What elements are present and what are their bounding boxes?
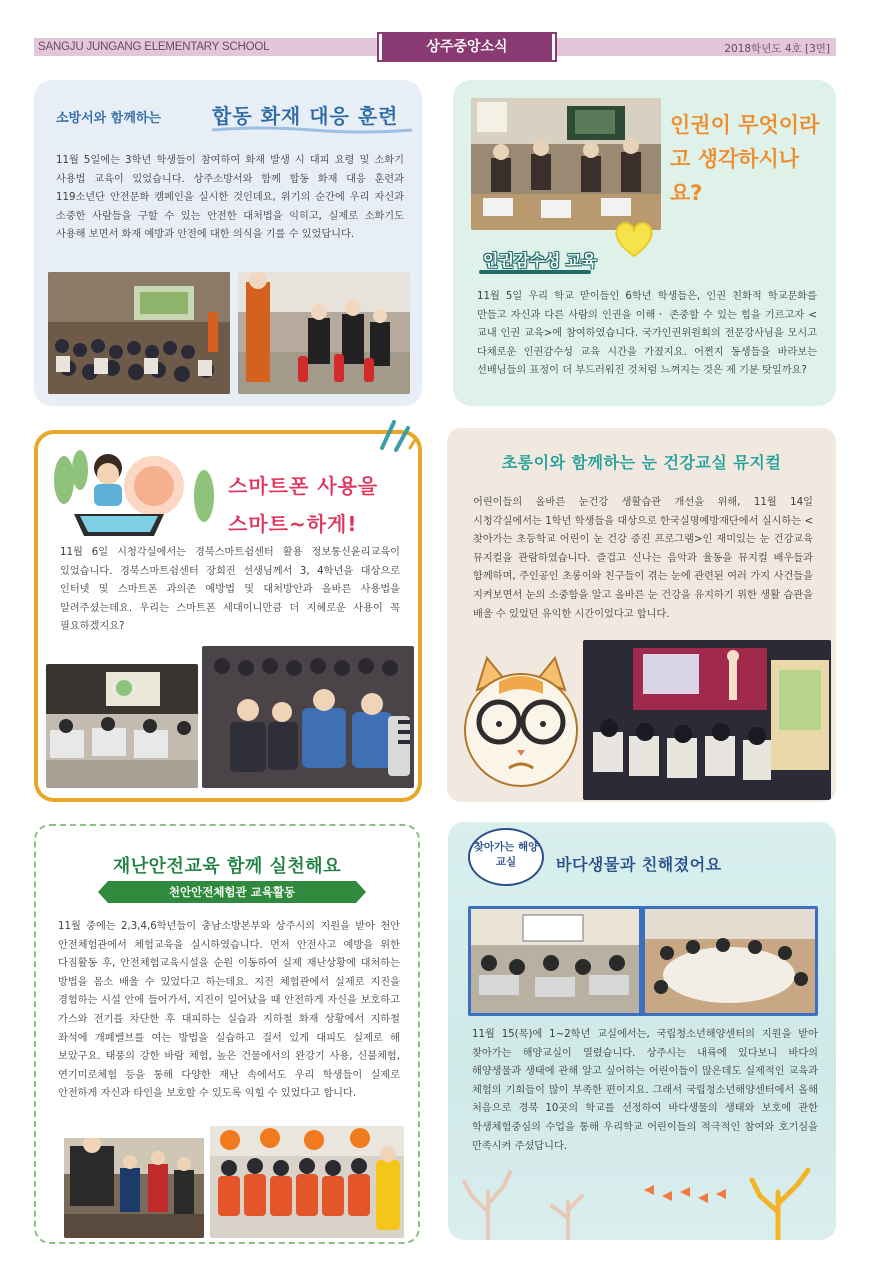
article-body: 11월 15(목)에 1~2학년 교실에서는, 국립청소년해양센터의 지원을 받아 찾아가는 해양교실이 열렸습니다. 상주시는 내륙에 있다보니 바다의 해양생물과 생태에 관해 알고 싶어하는 어린이들이 많은데도 실제적인 교육과 체험의 기회들이 많이 부족한 편이지요. 그래서 국립청소년해양센터에서 올해 처음으로 경북 10곳의 학교를 선정하여 바다생물의 생태와 보호에 관한 학생체험중심의 수업을 통해 우리학교 어린이들의 적극적인 참여와 호기심을 만족시켜 주셨답니다.	[472, 1029, 818, 1152]
article-title: 초롱이와 함께하는 눈 건강교실 뮤지컬	[501, 453, 782, 472]
article-smartphone	[34, 430, 422, 802]
photo-extinguisher-training	[64, 1138, 204, 1238]
article-disaster-safety	[34, 824, 420, 1244]
newsletter-title: 상주중앙소식	[379, 34, 555, 60]
article-ribbon: 천안안전체험관 교육활동	[108, 881, 356, 903]
article-body: 11월 5일에는 3학년 학생들이 참여하여 화재 발생 시 대피 요령 및 소화기 사용법 교육이 있었습니다. 상주소방서와 함께 합동 화재 대응 훈련과 119소년단 안전문화 캠페인을 실시한 것인데요, 위기의 순간에 우리 자신과 소중한 사람들을 구할 수 있는 안전한 대처법을 익히고, 실제로 소화기도 사용해 보면서 화재 예방과 안전에 대한 의식을 기를 수 있었답니다.	[56, 155, 404, 241]
photo-fire-extinguisher	[238, 272, 410, 394]
article-title: 재난안전교육 함께 실천해요	[112, 856, 342, 877]
article-body: 11월 중에는 2,3,4,6학년들이 충남소방본부와 상주시의 지원을 받아 천안 안전체험관에서 체험교육을 실시하였습니다. 먼저 안전사고 예방을 위한 다짐활동 후, 안전체험교육시설을 순원 이동하여 실제 재난상황에 대처하는 방법을 몸소 배울 수 있었다고 하는데요. 지진 체험관에서 실제로 지진을 경험하는 시설 안에 들어가서, 지진이 일어났을 때 안전하게 자신을 보호하고 가스와 전기를 차단한 후 대피하는 실습과 지하철 화재 상황에서 지하철 좌석에 개폐밸브를 여는 방법을 실습하고 질서 있게 대피도 실제로 해 보았구요. 태풍의 강한 바람 체험, 높은 건물에서의 완강기 사용, 신불체험, 연기미로체험 등을 통해 다양한 재난 속에서도 우리 학생들이 실제로 안전하게 자신과 타인을 보호할 수 있도록 익힐 수 있었다고 합니다.	[58, 921, 400, 1100]
photo-group-life-vests	[210, 1126, 404, 1238]
article-eye-musical	[447, 428, 836, 802]
photo-fire-assembly	[48, 272, 230, 394]
article-title: 바다생물과 친해졌어요	[556, 855, 722, 874]
confetti-icon	[378, 418, 418, 454]
photo-classroom	[471, 98, 661, 230]
cat-glasses-illustration	[459, 650, 583, 798]
school-name: SANGJU JUNGANG ELEMENTARY SCHOOL	[38, 41, 270, 53]
article-title-line2: 스마트~하게!	[228, 512, 358, 536]
speech-bubble: 찾아가는 해양교실	[468, 828, 544, 886]
article-title-line1: 스마트폰 사용을	[228, 474, 379, 498]
page-header	[34, 34, 836, 62]
article-body: 어린이들의 올바른 눈건강 생활습관 개선을 위해, 11월 14일 시청각실에서는 1학년 학생들을 대상으로 한국실명예방재단에서 실시하는 <찾아가는 초등학교 어린이 눈 건강 증진 프로그램>인 재미있는 눈 건강교육 뮤지컬을 관람하였습니다. 즐겁고 신나는 음악과 율동을 뮤지컬 배우들과 함께하며, 주인공인 초롱이와 친구들이 겪는 눈에 관련된 여러 가지 사건들을 지켜보면서 눈의 소중함을 알고 올바른 눈 건강을 유지하기 위한 생활 습관을 배울 수 있었던 유익한 시간이었다고 합니다.	[473, 497, 813, 620]
illustration-child-tablet	[44, 440, 224, 544]
photo-marine-class	[468, 906, 818, 1016]
photo-smartphone-class	[46, 664, 198, 788]
article-body: 11월 5일 우리 학교 맏이들인 6학년 학생들은, 인권 친화적 학교문화를 만들고 자신과 다른 사람의 인권을 이해ㆍ 존중할 수 있는 힘을 기르고자 <교내 인권 교육>에 참여하였습니다. 국가인권위원회의 전문강사님을 모시고 다채로운 인권감수성 교육 시간을 가졌지요. 어쩐지 동생들을 바라보는 선배님들의 표정이 더 부드러워진 것처럼 느껴지는 것은 제 기분 탓일까요?	[477, 291, 817, 377]
article-subtitle: 소방서와 함께하는	[56, 111, 161, 126]
heart-icon	[611, 216, 657, 262]
subtitle-underline	[479, 270, 591, 276]
article-human-rights	[453, 80, 836, 406]
article-title: 합동 화재 대응 훈련	[212, 104, 399, 128]
article-subtitle: 인권감수성 교육	[483, 251, 597, 270]
article-body: 11월 6일 시청각실에서는 경북스마트쉼센터 활용 정보통신윤리교육이 있었습니다. 경북스마트쉼센터 장희진 선생님께서 3, 4학년을 대상으로 인터넷 및 스마트폰 과의존 예방법 및 대처방안과 올바른 사용법을 알려주셨는데요. 우리는 스마트폰 세대이니만큼 더 지혜로운 사용이 꼭 필요하겠지요?	[60, 547, 400, 633]
coral-decoration	[448, 1152, 836, 1240]
article-marine	[448, 822, 836, 1240]
title-underline	[212, 126, 412, 134]
photo-students-seated	[202, 646, 414, 788]
article-fire-drill	[34, 80, 422, 406]
issue-label: 2018학년도 4호 [3면]	[724, 43, 830, 55]
article-question: 인권이 무엇이라고 생각하시나요?	[670, 113, 820, 205]
photo-musical	[583, 640, 831, 800]
